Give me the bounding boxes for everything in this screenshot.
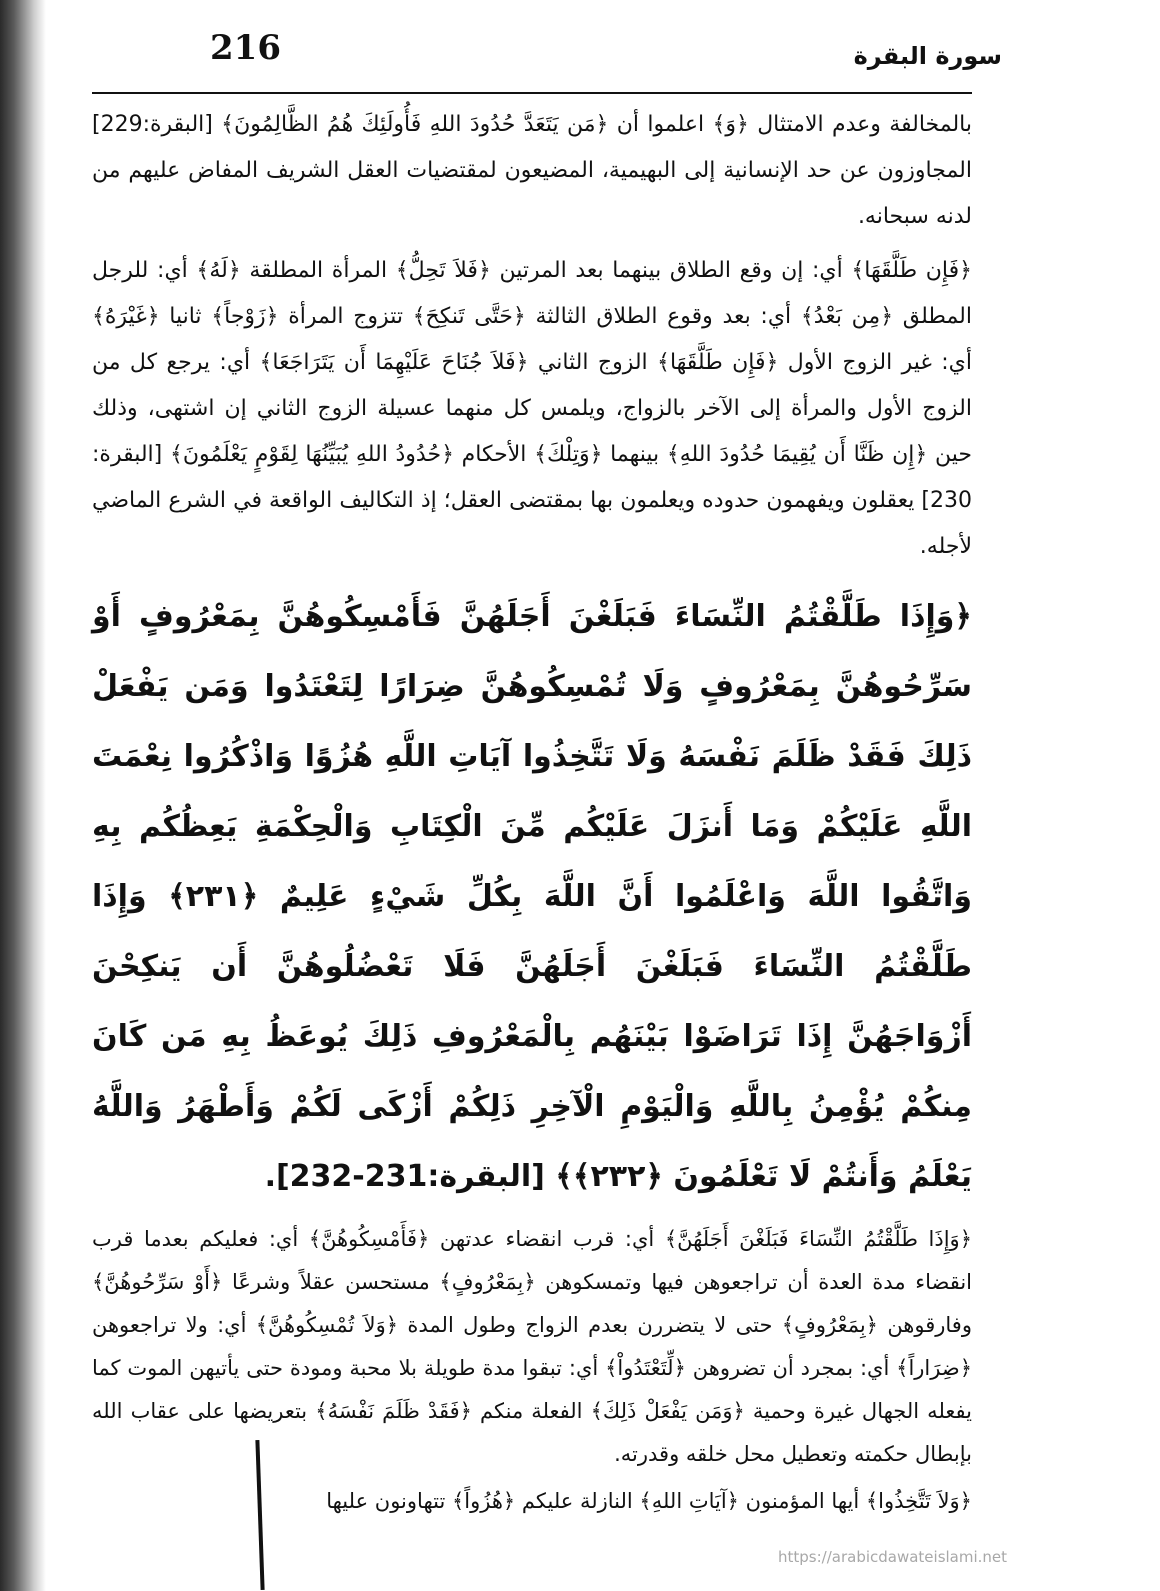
commentary-paragraph-1: بالمخالفة وعدم الامتثال ﴿وَ﴾ اعلموا أن ﴿مَن يَتَعَدَّ حُدُودَ اللهِ فَأُولَئِكَ هُمُ الظَّالِمُونَ﴾ [البقرة:229] المجاوزون عن حد الإنسانية إلى البهيمية، المضيعون لمقتضيات العقل الشريف المفاض عليهم من لدنه سبحانه. <box>92 112 972 229</box>
page-number: 216 <box>210 28 281 68</box>
quran-verse-block: ﴿وَإِذَا طَلَّقْتُمُ النِّسَاءَ فَبَلَغْنَ أَجَلَهُنَّ فَأَمْسِكُوهُنَّ بِمَعْرُوفٍ أَوْ سَرِّحُوهُنَّ بِمَعْرُوفٍ وَلَا تُمْسِكُوهُنَّ ضِرَارًا لِتَعْتَدُوا وَمَن يَفْعَلْ ذَلِكَ فَقَدْ ظَلَمَ نَفْسَهُ وَلَا تَتَّخِذُوا آيَاتِ اللَّهِ هُزُوًا وَاذْكُرُوا نِعْمَتَ اللَّهِ عَلَيْكُمْ وَمَا أَنزَلَ عَلَيْكُم مِّنَ الْكِتَابِ وَالْحِكْمَةِ يَعِظُكُم بِهِ وَاتَّقُوا اللَّهَ وَاعْلَمُوا أَنَّ اللَّهَ بِكُلِّ شَيْءٍ عَلِيمٌ ﴿٢٣١﴾ وَإِذَا طَلَّقْتُمُ النِّسَاءَ فَبَلَغْنَ أَجَلَهُنَّ فَلَا تَعْضُلُوهُنَّ أَن يَنكِحْنَ أَزْوَاجَهُنَّ إِذَا تَرَاضَوْا بَيْنَهُم بِالْمَعْرُوفِ ذَلِكَ يُوعَظُ بِهِ مَن كَانَ مِنكُمْ يُؤْمِنُ بِاللَّهِ وَالْيَوْمِ الْآخِرِ ذَلِكُمْ أَزْكَى لَكُمْ وَأَطْهَرُ وَاللَّهُ يَعْلَمُ وَأَنتُمْ لَا تَعْلَمُونَ ﴿٢٣٢﴾﴾ [البقرة:231-232]. <box>92 599 972 1194</box>
scan-shadow-edge <box>0 0 46 1591</box>
commentary-paragraph-2: ﴿فَإِن طَلَّقَهَا﴾ أي: إن وقع الطلاق بينهما بعد المرتين ﴿فَلاَ تَحِلُّ﴾ المرأة المطلقة ﴿لَهُ﴾ أي: للرجل المطلق ﴿مِن بَعْدُ﴾ أي: بعد وقوع الطلاق الثالثة ﴿حَتَّى تَنكِحَ﴾ تتزوج المرأة ﴿زَوْجاً﴾ ثانيا ﴿غَيْرَهُ﴾ أي: غير الزوج الأول ﴿فَإِن طَلَّقَهَا﴾ الزوج الثاني ﴿فَلاَ جُنَاحَ عَلَيْهِمَا أَن يَتَرَاجَعَا﴾ أي: يرجع كل من الزوج الأول والمرأة إلى الآخر بالزواج، ويلمس كل منهما عسيلة الزوج الثاني إن اشتهى، وذلك حين ﴿إِن ظَنَّا أَن يُقِيمَا حُدُودَ اللهِ﴾ بينهما ﴿وَتِلْكَ﴾ الأحكام ﴿حُدُودُ اللهِ يُبَيِّنُهَا لِقَوْمٍ يَعْلَمُونَ﴾ [البقرة: 230] يعقلون ويفهمون حدوده ويعلمون بها بمقتضى العقل؛ إذ التكاليف الواقعة في الشرع الماضي لأجله. <box>92 258 972 559</box>
commentary-paragraph-3: ﴿وَإِذَا طَلَّقْتُمُ النِّسَاءَ فَبَلَغْنَ أَجَلَهُنَّ﴾ أي: قرب انقضاء عدتهن ﴿فَأَمْسِكُوهُنَّ﴾ أي: فعليكم بعدما قرب انقضاء مدة العدة أن تراجعوهن فيها وتمسكوهن ﴿بِمَعْرُوفٍ﴾ مستحسن عقلاً وشرعًا ﴿أَوْ سَرِّحُوهُنَّ﴾ وفارقوهن ﴿بِمَعْرُوفٍ﴾ حتى لا يتضررن بعدم الزواج وطول المدة ﴿وَلاَ تُمْسِكُوهُنَّ﴾ أي: ولا تراجعوهن ﴿ضِرَاراً﴾ أي: بمجرد أن تضروهن ﴿لِّتَعْتَدُواْ﴾ أي: تبقوا مدة طويلة بلا محبة ومودة حتى يأتيهن الموت كما يفعله الجهال غيرة وحمية ﴿وَمَن يَفْعَلْ ذَلِكَ﴾ الفعلة منكم ﴿فَقَدْ ظَلَمَ نَفْسَهُ﴾ بتعريضها على عقاب الله بإبطال حكمته وتعطيل محل خلقه وقدرته. <box>92 1227 972 1466</box>
surah-name: سورة البقرة <box>853 42 1002 70</box>
website-watermark: https://arabicdawateislami.net <box>778 1548 1008 1566</box>
page-header <box>92 28 1002 94</box>
commentary-paragraph-4: ﴿وَلاَ تَتَّخِذُوا﴾ أيها المؤمنون ﴿آيَاتِ اللهِ﴾ النازلة عليكم ﴿هُزُواً﴾ تتهاونون عليها <box>326 1489 972 1513</box>
